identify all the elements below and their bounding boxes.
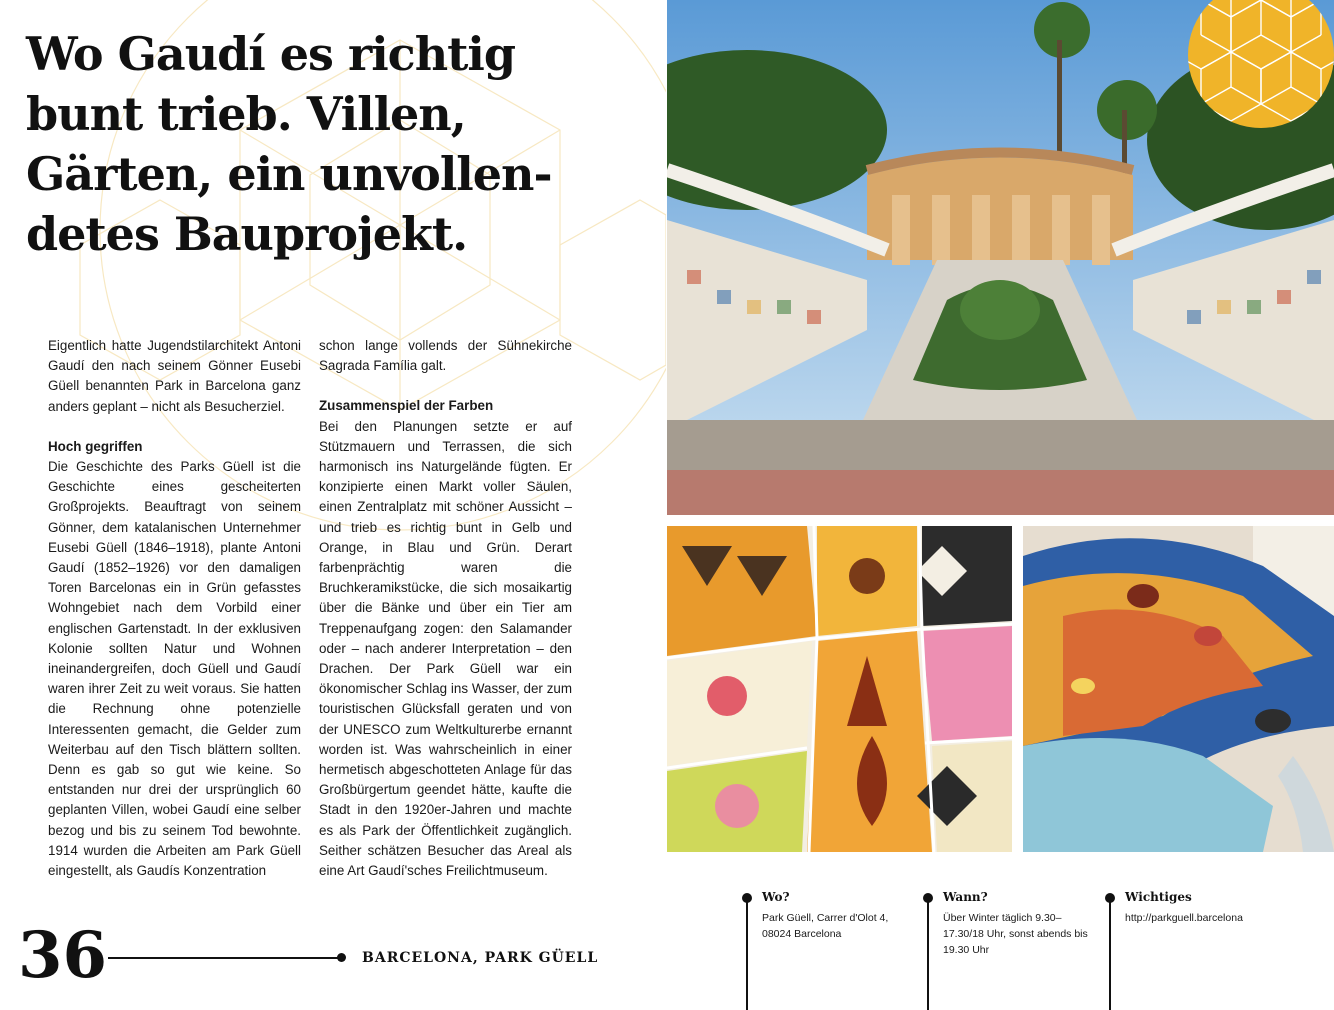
- article-column-1: [48, 336, 301, 901]
- body-paragraph-2: Bei den Planungen setzte er auf Stützmauern und Terrassen, die sich harmonisch ins Naturgelände fügten. Er konzipierte einen Markt voller Säulen, einen Zentralplatz mit schöner Aussicht – und trieb es richtig bunt in Gelb und Orange, in Blau und Grün. Derart farbenprächtig waren die Bruchkeramikstücke, die sich mosaikartig über die Bänke und über ein Tier am Treppenaufgang zogen: den Salamander oder – nach anderer Interpretation – den Drachen. Der Park Güell war ein ökonomischer Schlag ins Wasser, der zum touristischen Glücksfall geraten und von der UNESCO zum Weltkulturerbe ernannt worden ist. Was wahrscheinlich in einer hermetisch abgeschotteten Anlage für das Großbürgertum geendet hätte, kaufte die Stadt in den 1920er-Jahren und machte es als Park der Öffentlichkeit zugänglich. Seither schätzen Besucher das Areal als eine Art Gaudí'sches Freilichtmuseum.: [319, 418, 572, 879]
- photo-dragon-mosaic: [1023, 526, 1334, 852]
- info-dot: [742, 893, 752, 903]
- footer-dot: [337, 953, 346, 962]
- info-title-where: Wo?: [762, 890, 790, 904]
- headline-line-2: bunt trieb. Villen,: [26, 87, 466, 141]
- headline-line-4: detes Bauprojekt.: [26, 207, 468, 261]
- decorative-cube-pattern-circle: [1186, 0, 1334, 130]
- footer-rule: [108, 957, 340, 959]
- intro-paragraph: Eigentlich hatte Jugendstilarchitekt Antoni Gaudí den nach seinem Gönner Eusebi Güell benannten Park in Barcelona ganz anders geplant – nicht als Besucherziel.: [48, 338, 301, 414]
- info-text-where: Park Güell, Carrer d'Olot 4, 08024 Barcelona: [762, 912, 889, 940]
- headline: [26, 24, 646, 264]
- info-text-when: Über Winter täglich 9.30–17.30/18 Uhr, sonst abends bis 19.30 Uhr: [943, 912, 1088, 956]
- body-paragraph-1: Die Geschichte des Parks Güell ist die Geschichte eines gescheiterten Großprojekts. Beauftragt von seinem Gönner, dem katalanischen Unternehmer Eusebi Güell (1846–1918), plante Antoni Gaudí (1852–1926) vor den damaligen Toren Barcelonas ein in Grün gefasstes Wohngebiet nach dem Vorbild einer englischen Gartenstadt. In der exklusiven Kolonie sollten Natur und Wohnen ineinandergreifen, doch Güell und Gaudí waren ihrer Zeit zu weit voraus. Sie hatten die Rechnung ohne potenzielle Interessenten gemacht, die Gelder zum Weiterbau auf den Tisch blättern sollten. Denn es gab so gut wie keine. So entstanden nur drei der ursprünglich 60 geplanten Villen, wobei Gaudí eine selber bezog und bis zu seinem Tod bewohnte. 1914 wurden die Arbeiten am Park Güell eingestellt, als Gaudís Konzentration: [48, 459, 301, 879]
- headline-line-1: Wo Gaudí es richtig: [26, 27, 516, 81]
- photo-mosaic-tiles: [667, 526, 1012, 852]
- info-title-when: Wann?: [943, 890, 988, 904]
- info-link-parkguell[interactable]: http://parkguell.barcelona: [1125, 912, 1243, 924]
- info-dot: [1105, 893, 1115, 903]
- info-rule: [1109, 898, 1111, 1010]
- section-title: BARCELONA, PARK GÜELL: [362, 950, 599, 966]
- continuation-paragraph: schon lange vollends der Sühnekirche Sagrada Família galt.: [319, 338, 572, 374]
- subheading-hoch-gegriffen: Hoch gegriffen: [48, 438, 143, 454]
- info-rule: [927, 898, 929, 1010]
- subheading-zusammenspiel: Zusammenspiel der Farben: [319, 398, 494, 414]
- headline-line-3: Gärten, ein unvollen-: [26, 147, 552, 201]
- info-dot: [923, 893, 933, 903]
- article-column-2: [319, 336, 572, 901]
- page-number: 36: [18, 918, 108, 993]
- info-title-important: Wichtiges: [1125, 890, 1192, 904]
- info-rule: [746, 898, 748, 1010]
